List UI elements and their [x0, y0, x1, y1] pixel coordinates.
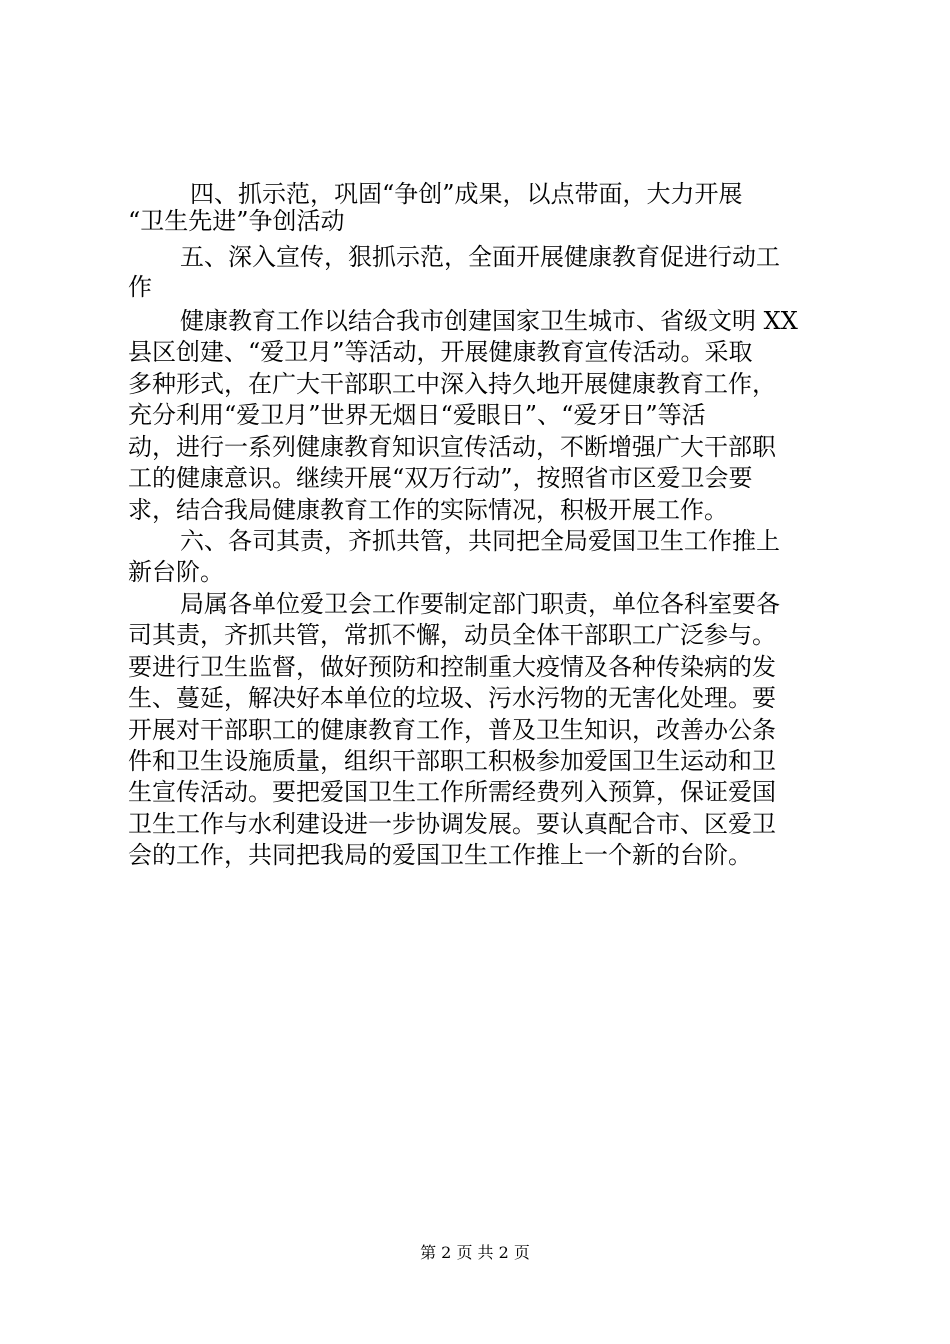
text-line: 多种形式，在广大干部职工中深入持久地开展健康教育工作， — [128, 370, 776, 398]
text-line: 六、各司其责，齐抓共管，共同把全局爱国卫生工作推上 — [180, 527, 780, 555]
text-line: 充分利用“爱卫月”世界无烟日“爱眼日”、“爱牙日”等活 — [128, 401, 706, 429]
text-line: 工的健康意识。继续开展“双万行动”，按照省市区爱卫会要 — [128, 464, 753, 492]
text-line: 卫生工作与水利建设进一步协调发展。要认真配合市、区爱卫 — [128, 810, 776, 838]
text-line: 求，结合我局健康教育工作的实际情况，积极开展工作。 — [128, 496, 728, 524]
text-line: 件和卫生设施质量，组织干部职工积极参加爱国卫生运动和卫 — [128, 747, 776, 775]
text-line: 四、抓示范，巩固“争创”成果，以点带面，大力开展 — [190, 180, 743, 208]
text-line: “卫生先进”争创活动 — [128, 207, 345, 235]
text-line: 局属各单位爱卫会工作要制定部门职责，单位各科室要各 — [180, 590, 780, 618]
text-line: 健康教育工作以结合我市创建国家卫生城市、省级文明 XX — [180, 307, 798, 335]
text-line: 会的工作，共同把我局的爱国卫生工作推上一个新的台阶。 — [128, 841, 752, 869]
page-number-footer: 第 2 页 共 2 页 — [420, 1243, 530, 1262]
text-line: 作 — [128, 273, 152, 301]
text-line: 要进行卫生监督，做好预防和控制重大疫情及各种传染病的发 — [128, 653, 776, 681]
text-line: 县区创建、“爱卫月”等活动，开展健康教育宣传活动。采取 — [128, 338, 753, 366]
text-line: 动，进行一系列健康教育知识宣传活动，不断增强广大干部职 — [128, 433, 776, 461]
text-line: 司其责，齐抓共管，常抓不懈，动员全体干部职工广泛参与。 — [128, 621, 776, 649]
text-line: 开展对干部职工的健康教育工作，普及卫生知识，改善办公条 — [128, 716, 776, 744]
text-line: 生宣传活动。要把爱国卫生工作所需经费列入预算，保证爱国 — [128, 778, 776, 806]
text-line: 新台阶。 — [128, 558, 224, 586]
text-line: 生、蔓延，解决好本单位的垃圾、污水污物的无害化处理。要 — [128, 684, 776, 712]
text-line: 五、深入宣传，狠抓示范，全面开展健康教育促进行动工 — [180, 243, 780, 271]
